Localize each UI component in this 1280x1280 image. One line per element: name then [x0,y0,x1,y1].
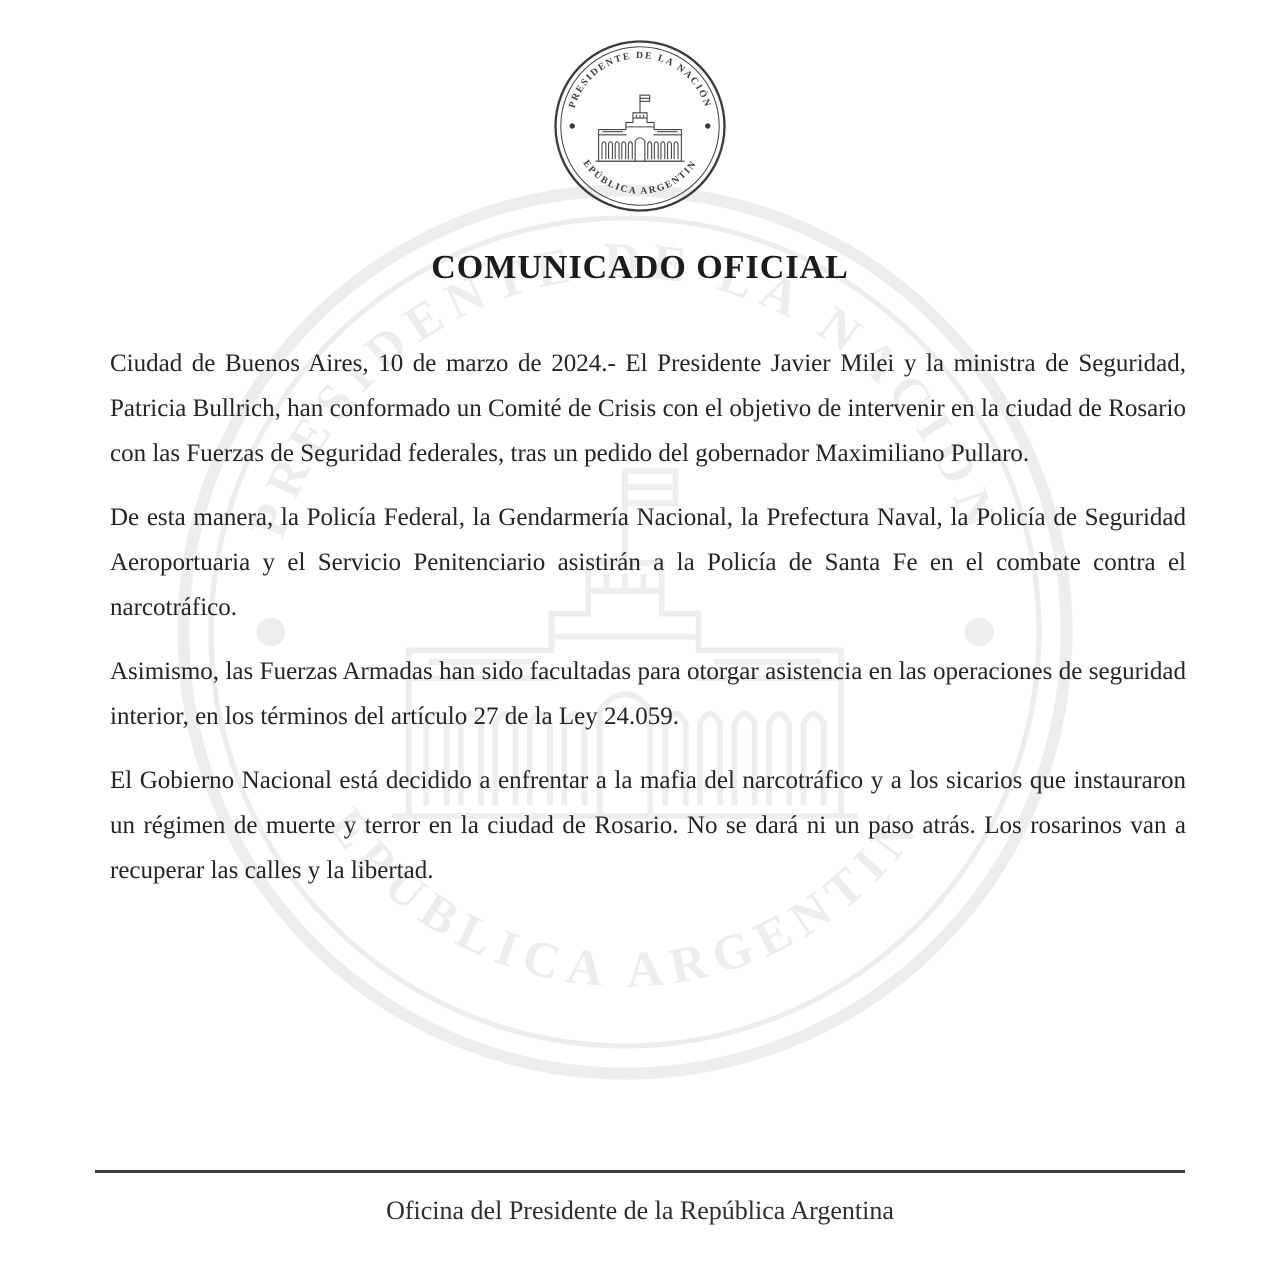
paragraph-1: Ciudad de Buenos Aires, 10 de marzo de 2024.- El Presidente Javier Milei y la ministra de Seguridad, Patricia Bullrich, han conformado un Comité de Crisis con el objetivo de intervenir en la ciudad de Rosario con las Fuerzas de Seguridad federales, tras un pedido del gobernador Maximiliano Pullaro. [110,350,1186,467]
footer-divider [95,1170,1185,1173]
paragraph-2: De esta manera, la Policía Federal, la Gendarmería Nacional, la Prefectura Naval, la Policía de Seguridad Aeroportuaria y el Servicio Penitenciario asistirán a la Policía de Santa Fe en el combate contra el narcotráfico. [110,504,1186,621]
page-title: COMUNICADO OFICIAL [431,249,849,286]
footer-signature: Oficina del Presidente de la República Argentina [386,1196,894,1225]
paragraph-4: El Gobierno Nacional está decidido a enfrentar a la mafia del narcotráfico y a los sicarios que instauraron un régimen de muerte y terror en la ciudad de Rosario. No se dará ni un paso atrás. Los rosarinos van a recuperar las calles y la libertad. [110,767,1186,884]
document-header [0,0,1280,287]
presidential-seal [552,38,728,214]
paragraph-3: Asimismo, las Fuerzas Armadas han sido facultadas para otorgar asistencia en las operaciones de seguridad interior, en los términos del artículo 27 de la Ley 24.059. [110,658,1186,730]
communique-body [110,341,1186,893]
